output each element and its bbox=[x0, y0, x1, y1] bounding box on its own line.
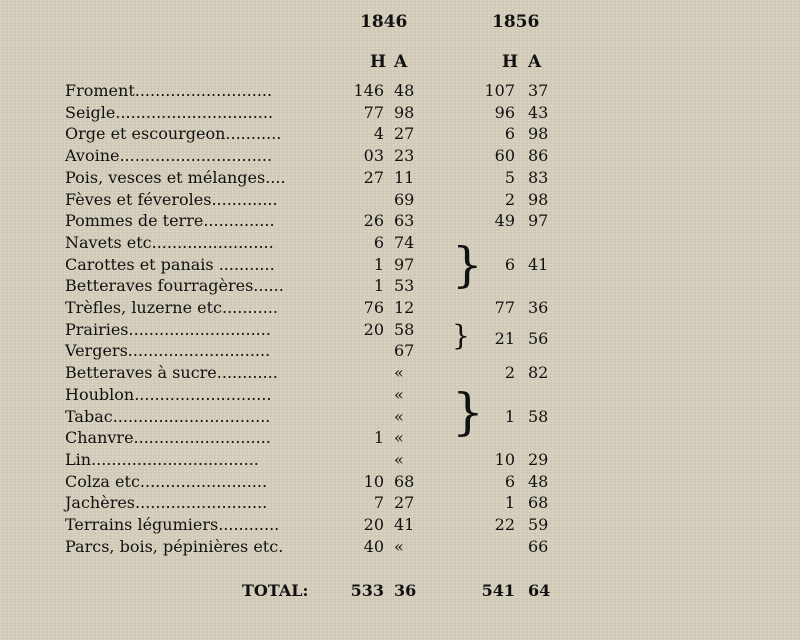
row-label: Betteraves à sucre............ bbox=[65, 363, 278, 382]
row-1846-a: 68 bbox=[394, 472, 415, 491]
row-label: Avoine.............................. bbox=[65, 146, 273, 165]
row-1846-h: 1 bbox=[373, 428, 384, 447]
row-1846-a: 27 bbox=[394, 124, 415, 143]
row-1846-a: « bbox=[394, 385, 404, 404]
row-label: Carottes et panais ........... bbox=[65, 255, 275, 274]
row-1846-h: 27 bbox=[363, 168, 384, 187]
row-1856-a: 97 bbox=[528, 211, 549, 230]
total-1856-h: 541 bbox=[481, 581, 515, 600]
row-label: Vergers............................ bbox=[65, 341, 271, 360]
row-1846-a: 69 bbox=[394, 190, 415, 209]
row-1856-h: 6 bbox=[504, 124, 515, 143]
row-1846-a: 63 bbox=[394, 211, 415, 230]
row-1856-h: 22 bbox=[494, 515, 515, 534]
row-1846-a: 12 bbox=[394, 298, 415, 317]
row-label: Tabac............................... bbox=[65, 407, 271, 426]
row-1846-a: 27 bbox=[394, 493, 415, 512]
row-label: Fèves et féveroles............. bbox=[65, 190, 278, 209]
row-1846-a: 67 bbox=[394, 341, 415, 360]
row-1856-h: 107 bbox=[484, 81, 515, 100]
row-label: Colza etc......................... bbox=[65, 472, 268, 491]
row-1856-a: 86 bbox=[528, 146, 549, 165]
col-header-h-1846: H bbox=[370, 52, 387, 72]
row-1856-a: 36 bbox=[528, 298, 549, 317]
row-label: Terrains légumiers............ bbox=[65, 515, 280, 534]
row-1856-h: 60 bbox=[494, 146, 515, 165]
row-1856-h: 6 bbox=[504, 255, 515, 274]
row-label: Jachères.......................... bbox=[65, 493, 268, 512]
row-1846-a: « bbox=[394, 428, 404, 447]
row-1856-a: 82 bbox=[528, 363, 549, 382]
row-1856-a: 66 bbox=[528, 537, 549, 556]
row-1846-h: 6 bbox=[373, 233, 384, 252]
row-1856-a: 41 bbox=[528, 255, 549, 274]
row-1846-a: 74 bbox=[394, 233, 415, 252]
row-1846-h: 26 bbox=[363, 211, 384, 230]
row-1856-a: 48 bbox=[528, 472, 549, 491]
row-1856-a: 29 bbox=[528, 450, 549, 469]
row-1846-h: 4 bbox=[373, 124, 384, 143]
row-1846-a: 41 bbox=[394, 515, 415, 534]
row-1846-a: 97 bbox=[394, 255, 415, 274]
row-1846-h: 7 bbox=[373, 493, 384, 512]
row-label: Betteraves fourragères...... bbox=[65, 276, 284, 295]
row-1846-h: 1 bbox=[373, 255, 384, 274]
row-1846-h: 20 bbox=[363, 320, 384, 339]
year-header-1856: 1856 bbox=[492, 12, 540, 32]
row-1846-a: 23 bbox=[394, 146, 415, 165]
row-1846-h: 76 bbox=[363, 298, 384, 317]
col-header-h-1856: H bbox=[502, 52, 519, 72]
row-1856-a: 98 bbox=[528, 124, 549, 143]
row-1856-h: 77 bbox=[494, 298, 515, 317]
row-label: Orge et escourgeon........... bbox=[65, 124, 282, 143]
row-1856-a: 59 bbox=[528, 515, 549, 534]
brace-houblon-tabac: } bbox=[452, 383, 484, 441]
total-1856-a: 64 bbox=[528, 581, 551, 600]
row-1846-h: 77 bbox=[363, 103, 384, 122]
row-label: Pois, vesces et mélanges.... bbox=[65, 168, 286, 187]
row-label: Trèfles, luzerne etc........... bbox=[65, 298, 278, 317]
row-1846-a: 48 bbox=[394, 81, 415, 100]
row-label: Navets etc........................ bbox=[65, 233, 274, 252]
row-1846-h: 03 bbox=[363, 146, 384, 165]
col-header-a-1856: A bbox=[528, 52, 542, 72]
row-1856-h: 1 bbox=[504, 407, 515, 426]
prairies-vergers-1856-h: 21 bbox=[494, 329, 515, 348]
row-1856-h: 10 bbox=[494, 450, 515, 469]
total-1846-a: 36 bbox=[394, 581, 417, 600]
row-1856-a: 58 bbox=[528, 407, 549, 426]
row-label: Seigle............................... bbox=[65, 103, 274, 122]
row-label: Parcs, bois, pépinières etc. bbox=[65, 537, 284, 556]
row-1856-a: 83 bbox=[528, 168, 549, 187]
row-1846-a: « bbox=[394, 363, 404, 382]
row-1856-a: 43 bbox=[528, 103, 549, 122]
row-1846-h: 40 bbox=[363, 537, 384, 556]
row-1856-h: 5 bbox=[504, 168, 515, 187]
row-1856-h: 96 bbox=[494, 103, 515, 122]
row-label: Chanvre........................... bbox=[65, 428, 271, 447]
row-1846-a: 98 bbox=[394, 103, 415, 122]
row-1856-a: 37 bbox=[528, 81, 549, 100]
row-1856-h: 49 bbox=[494, 211, 515, 230]
row-1856-h: 2 bbox=[504, 190, 515, 209]
year-header-1846: 1846 bbox=[360, 12, 408, 32]
row-label: Prairies............................ bbox=[65, 320, 271, 339]
total-1846-h: 533 bbox=[350, 581, 384, 600]
prairies-vergers-1856-a: 56 bbox=[528, 329, 549, 348]
row-1856-a: 98 bbox=[528, 190, 549, 209]
row-1856-h: 2 bbox=[504, 363, 515, 382]
row-1846-a: 53 bbox=[394, 276, 415, 295]
row-label: Houblon........................... bbox=[65, 385, 272, 404]
row-1846-h: 1 bbox=[373, 276, 384, 295]
row-1846-a: « bbox=[394, 407, 404, 426]
row-1856-h: 6 bbox=[504, 472, 515, 491]
row-label: Froment........................... bbox=[65, 81, 273, 100]
row-1846-h: 20 bbox=[363, 515, 384, 534]
row-1846-a: « bbox=[394, 537, 404, 556]
brace-prairies: } bbox=[452, 319, 470, 352]
row-label: Lin................................. bbox=[65, 450, 259, 469]
total-label: TOTAL: bbox=[242, 581, 309, 600]
row-label: Pommes de terre.............. bbox=[65, 211, 275, 230]
brace-root-crops: } bbox=[452, 237, 483, 293]
row-1846-h: 10 bbox=[363, 472, 384, 491]
row-1846-a: 58 bbox=[394, 320, 415, 339]
row-1846-a: 11 bbox=[394, 168, 415, 187]
col-header-a-1846: A bbox=[394, 52, 408, 72]
row-1856-a: 68 bbox=[528, 493, 549, 512]
row-1846-a: « bbox=[394, 450, 404, 469]
row-1856-h: 1 bbox=[504, 493, 515, 512]
row-1846-h: 146 bbox=[353, 81, 384, 100]
